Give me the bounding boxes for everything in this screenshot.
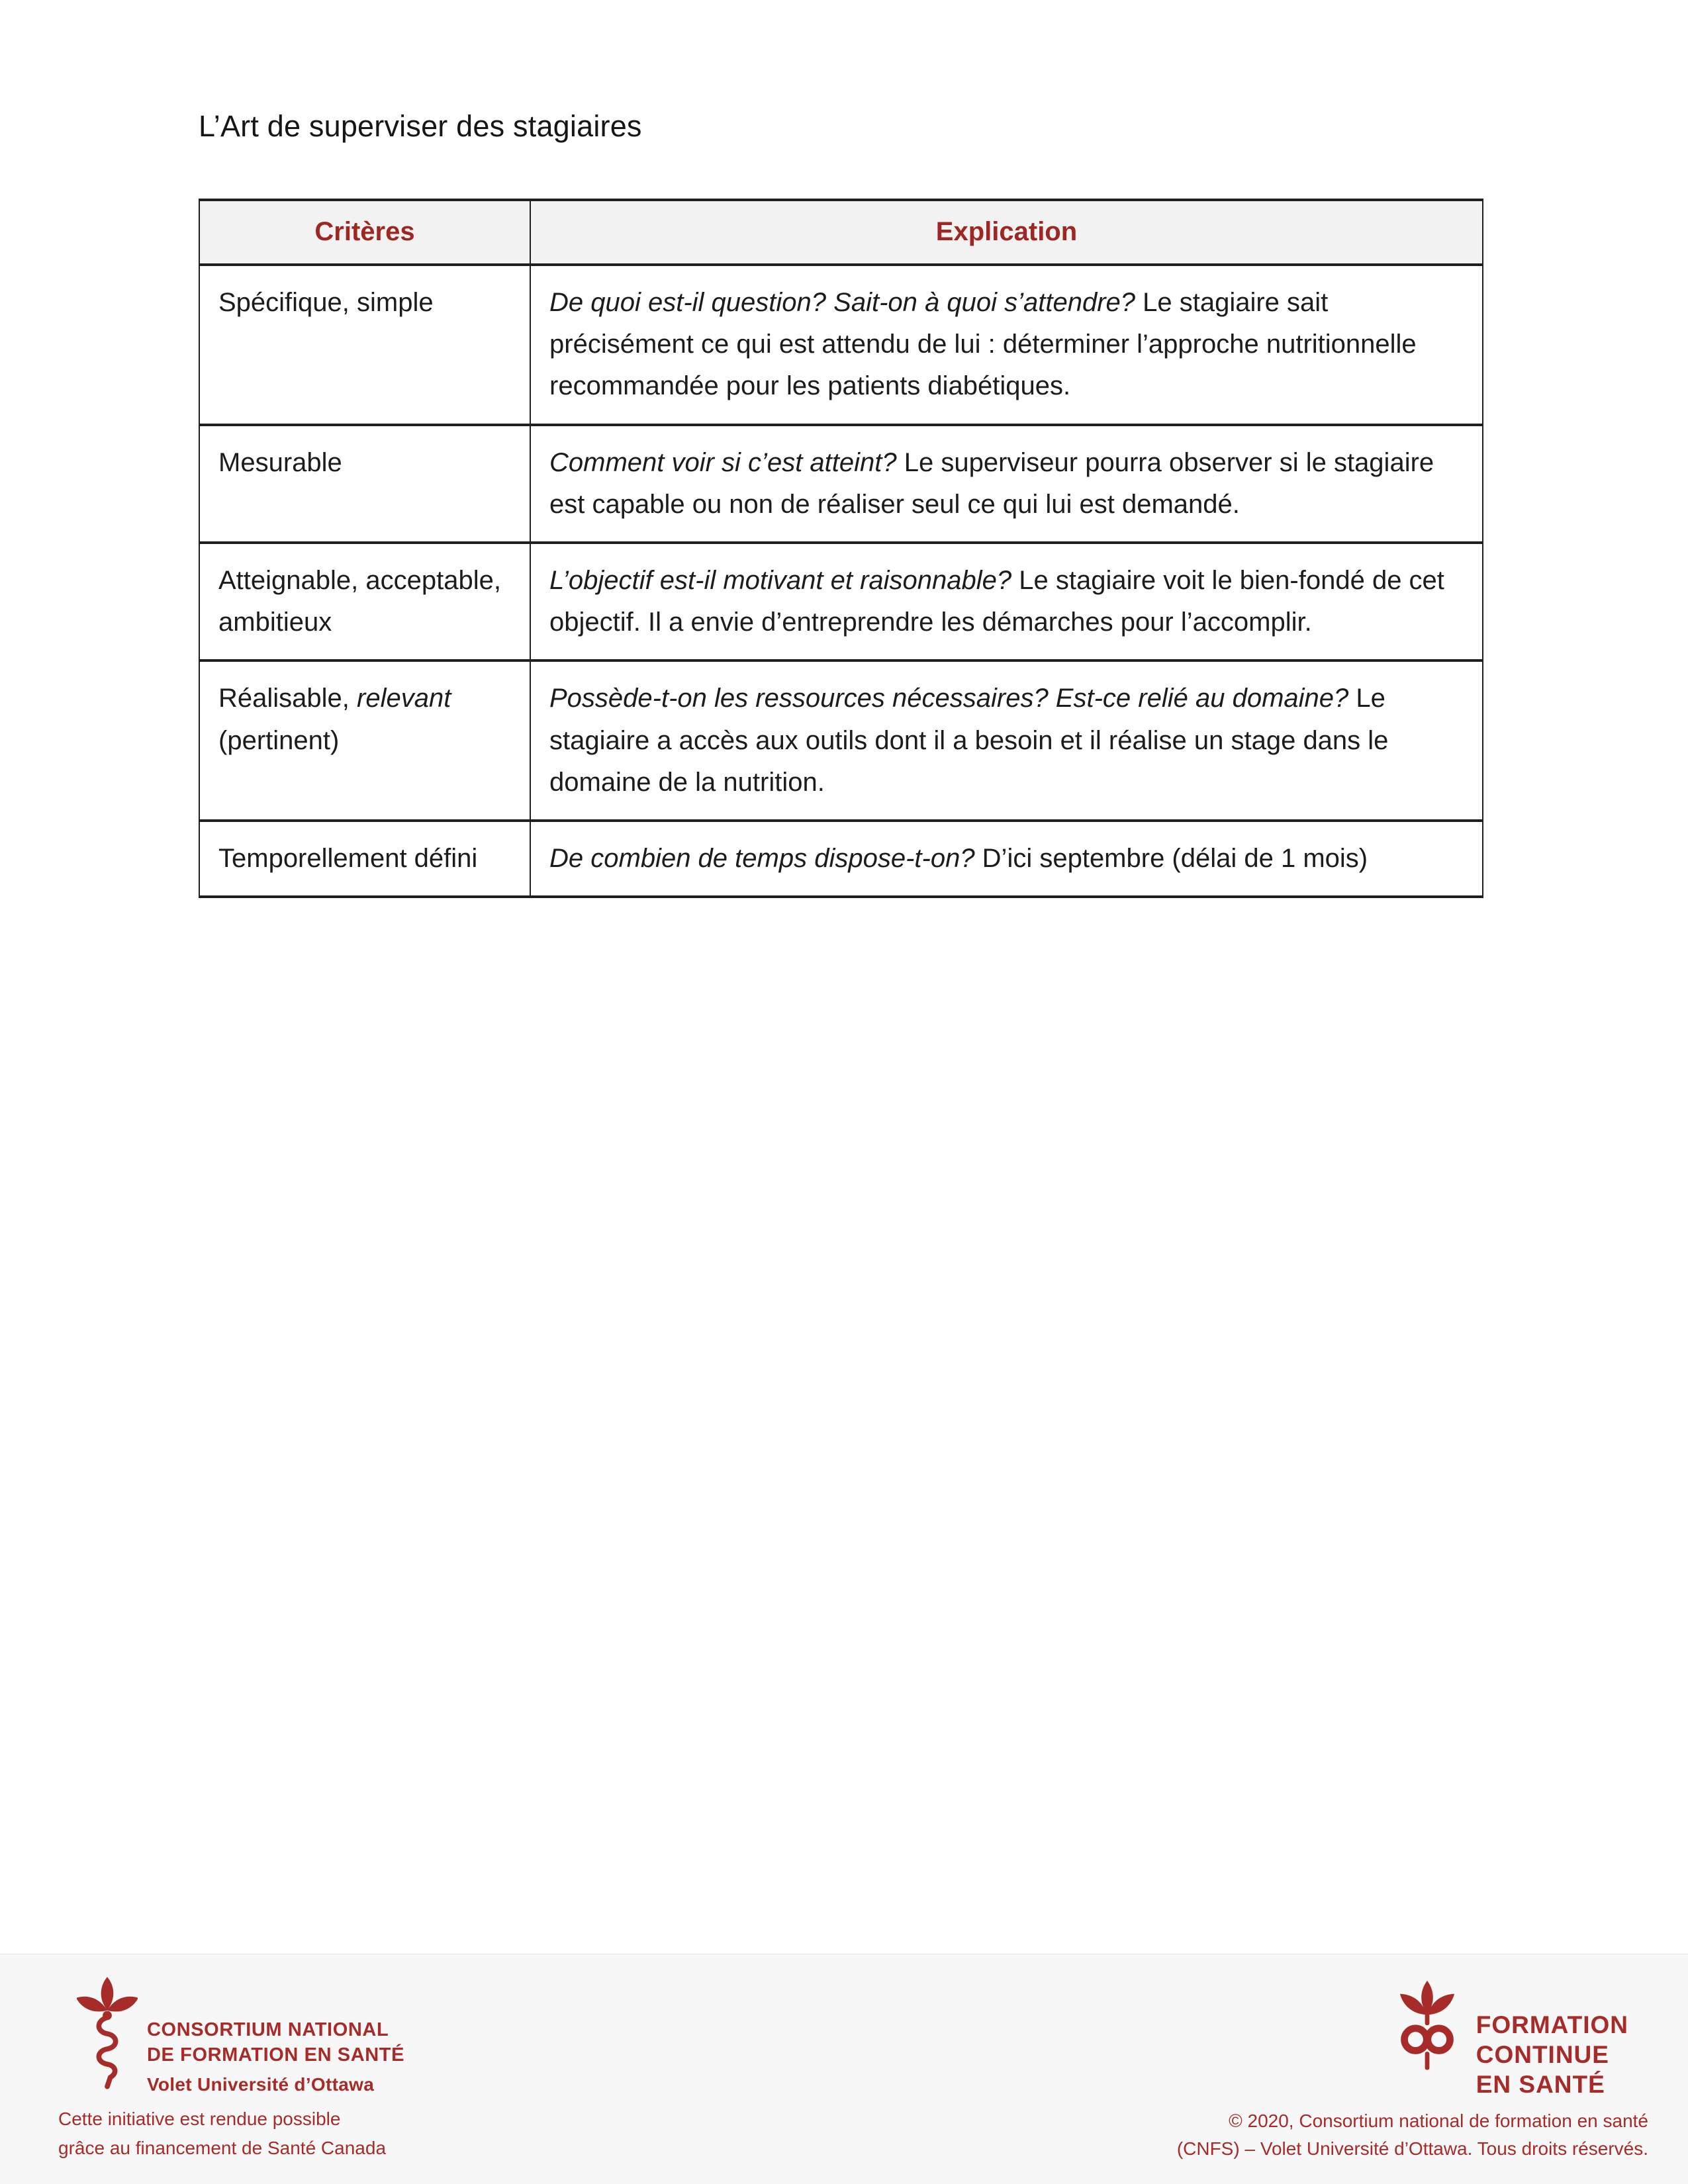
criterion-cell (199, 425, 530, 543)
explanation-cell (530, 543, 1483, 660)
fcs-logo-text-line3: EN SANTÉ (1476, 2071, 1605, 2099)
text-segment: Comment voir si c’est atteint? (549, 447, 904, 477)
text-segment: Temporellement défini (218, 843, 478, 873)
cnfs-org-name-line2: DE FORMATION EN SANTÉ (147, 2044, 405, 2066)
text-segment: Atteignable, acceptable, ambitieux (218, 565, 501, 637)
column-header-criteres: Critères (199, 200, 530, 265)
text-segment: Possède-t-on les ressources nécessaires? Est-ce relié au domaine? (549, 684, 1356, 713)
footer-right-block (1177, 1976, 1648, 2163)
text-segment: Réalisable, (218, 684, 357, 713)
funding-note-line2: grâce au financement de Santé Canada (58, 2137, 387, 2158)
text-segment: De combien de temps dispose-t-on? (549, 843, 982, 873)
copyright-line1: © 2020, Consortium national de formation en santé (1229, 2111, 1648, 2132)
text-segment: (pertinent) (218, 725, 340, 755)
text-segment: De quoi est-il question? Sait-on à quoi s’attendre? (549, 288, 1143, 317)
text-segment: L’objectif est-il motivant et raisonnable? (549, 565, 1019, 595)
table-row (199, 660, 1483, 821)
fcs-logo-text-line1: FORMATION (1476, 2011, 1628, 2038)
cnfs-org-name-line1: CONSORTIUM NATIONAL (147, 2019, 389, 2040)
cnfs-volet-label: Volet Université d’Ottawa (147, 2074, 375, 2095)
page-title: L’Art de superviser des stagiaires (199, 109, 642, 143)
table-row (199, 543, 1483, 660)
criterion-cell (199, 821, 530, 897)
text-segment: Spécifique, simple (218, 288, 434, 317)
table-row (199, 425, 1483, 543)
footer-left-block (58, 1974, 404, 2162)
explanation-cell (530, 821, 1483, 897)
text-segment: Le superviseur pourra observer si le stagiaire est capable ou non de réaliser seul ce qui lui est demandé. (549, 447, 1434, 519)
criterion-cell (199, 265, 530, 425)
criterion-cell (199, 660, 530, 821)
funding-note-line1: Cette initiative est rendue possible (58, 2109, 341, 2130)
criteria-table (199, 199, 1483, 898)
table-row (199, 265, 1483, 425)
text-segment: D’ici septembre (délai de 1 mois) (982, 843, 1368, 873)
explanation-cell (530, 265, 1483, 425)
text-segment: Le stagiaire voit le bien-fondé de cet objectif. Il a envie d’entreprendre les démarches pour l’accomplir. (549, 565, 1444, 637)
fcs-logo-text-line2: CONTINUE (1476, 2041, 1609, 2069)
cnfs-caduceus-logo-icon (77, 1974, 138, 2093)
criterion-cell (199, 543, 530, 660)
text-segment: Le stagiaire sait précisément ce qui est attendu de lui : déterminer l’approche nutritionnelle recommandée pour les patients diabétiques. (549, 288, 1417, 401)
copyright-line2: (CNFS) – Volet Université d’Ottawa. Tous droits réservés. (1176, 2138, 1648, 2160)
fcs-leaf-infinity-logo-icon (1397, 1976, 1458, 2093)
text-segment: Mesurable (218, 447, 342, 477)
footer (0, 1954, 1688, 2184)
column-header-explication: Explication (530, 200, 1483, 265)
explanation-cell (530, 660, 1483, 821)
text-segment: Le stagiaire a accès aux outils dont il a besoin et il réalise un stage dans le domaine de la nutrition. (549, 684, 1389, 797)
table-row (199, 821, 1483, 897)
text-segment: relevant (357, 684, 451, 713)
explanation-cell (530, 425, 1483, 543)
table-header-row (199, 200, 1483, 265)
